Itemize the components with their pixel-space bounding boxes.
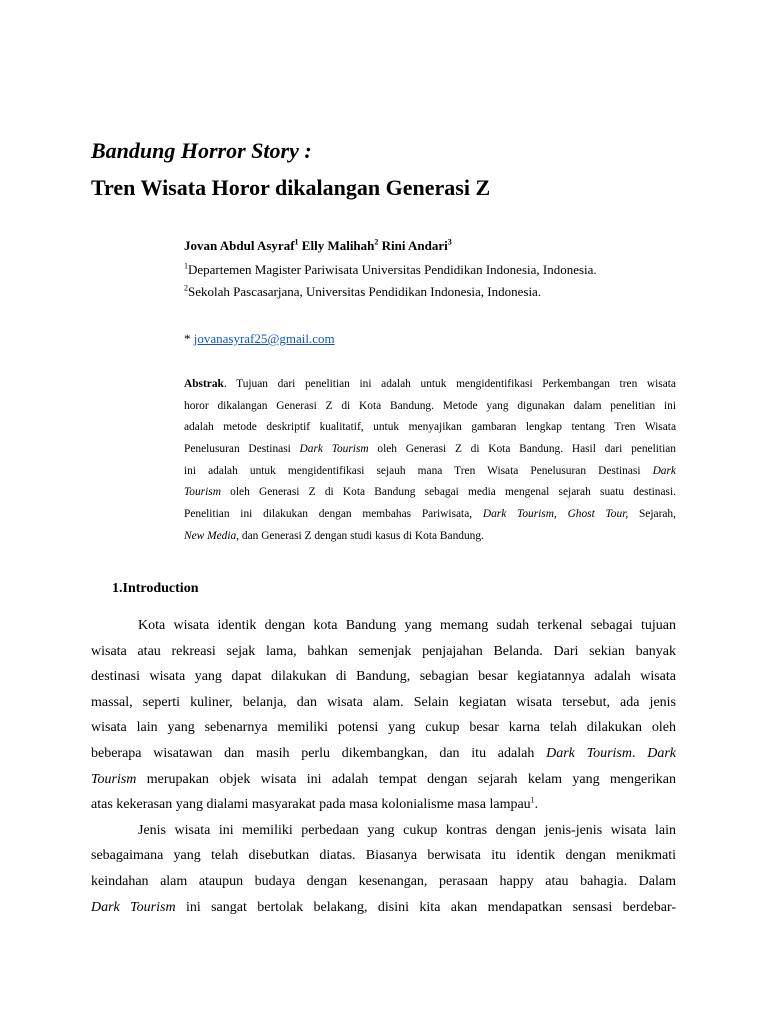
paragraph-term: Tourism xyxy=(91,771,137,787)
abstract-line: adalah metode deskriptif kualitatif, untuk menyajikan gambaran lengkap tentang Tren Wisata xyxy=(184,421,676,434)
author-1: Jovan Abdul Asyraf xyxy=(184,238,295,253)
abstract-term: Dark Tourism xyxy=(482,508,554,521)
abstract-text: Penelusuran Destinasi xyxy=(184,443,300,456)
paragraph-text: . xyxy=(534,797,539,813)
email-asterisk: * xyxy=(184,331,194,346)
abstract-term: New Media xyxy=(184,529,237,542)
author-2-sup: 2 xyxy=(374,237,379,247)
author-2: Elly Malihah xyxy=(298,238,375,253)
paragraph-line: destinasi wisata yang dapat dilakukan di Bandung, sebagian besar kegiatannya adalah wisata xyxy=(91,669,676,685)
author-list xyxy=(184,238,452,254)
abstract-text: . Tujuan dari penelitian ini adalah untuk mengidentifikasi Perkembangan tren wisata xyxy=(223,378,676,390)
abstract xyxy=(184,374,676,548)
email-link[interactable]: jovanasyraf25@gmail.com xyxy=(193,331,335,346)
abstract-text: Sejarah, xyxy=(628,508,676,521)
paragraph-line: wisata lain yang sebenarnya memiliki potensi yang cukup besar karna telah dilakukan oleh xyxy=(91,720,676,736)
abstract-term: Dark Tourism xyxy=(299,443,369,456)
paragraph-line: sebagaimana yang telah disebutkan diatas. Biasanya berwisata itu identik dengan menikmati xyxy=(91,848,676,864)
section-heading xyxy=(112,581,198,597)
affiliation-1 xyxy=(184,262,597,278)
abstract-text: ini adalah untuk mengidentifikasi sejauh mana Tren Wisata Penelusuran Destinasi xyxy=(184,464,653,477)
abstract-line xyxy=(184,526,676,548)
paragraph-term: Dark xyxy=(647,745,676,761)
abstract-text: oleh Generasi Z di Kota Bandung. Hasil dari penelitian xyxy=(368,443,676,456)
paragraph-text: ini sangat bertolak belakang, disini kita akan mendapatkan sensasi berdebar- xyxy=(175,899,676,915)
abstract-line xyxy=(184,374,676,396)
abstract-line: horor dikalangan Generasi Z di Kota Bandung. Metode yang digunakan dalam penelitian ini xyxy=(184,399,676,412)
paragraph-text: . xyxy=(631,745,648,761)
paper-title-line1: Bandung Horror Story : xyxy=(91,138,312,163)
abstract-line xyxy=(184,439,676,461)
paragraph-line xyxy=(91,741,676,767)
abstract-term: Ghost Tour, xyxy=(567,508,629,521)
paragraph-line: keindahan alam ataupun budaya dengan kesenangan, perasaan happy atau bahagia. Dalam xyxy=(91,873,676,889)
body-text xyxy=(91,613,676,920)
paragraph-term: Dark Tourism xyxy=(546,745,632,761)
paragraph-text: beberapa wisatawan dan masih perlu dikembangkan, dan itu adalah xyxy=(91,745,547,761)
paragraph-line xyxy=(91,792,676,818)
contact-email xyxy=(184,331,335,347)
abstract-text: , dan Generasi Z dengan studi kasus di Kota Bandung. xyxy=(236,529,484,542)
paragraph-line xyxy=(91,895,676,921)
affiliation-1-text: Departemen Magister Pariwisata Universitas Pendidikan Indonesia, Indonesia. xyxy=(188,262,597,277)
paragraph-line xyxy=(91,767,676,793)
abstract-line xyxy=(184,482,676,504)
abstract-line xyxy=(184,504,676,526)
abstract-line xyxy=(184,461,676,483)
abstract-term: Dark xyxy=(652,464,676,477)
section-title: Introduction xyxy=(122,581,199,596)
author-1-sup: 1 xyxy=(294,237,299,247)
affiliation-2-sup: 2 xyxy=(184,283,188,293)
abstract-term: Tourism xyxy=(184,486,221,499)
abstract-text: oleh Generasi Z di Kota Bandung sebagai media mengenal sejarah suatu destinasi. xyxy=(220,486,676,499)
section-number: 1. xyxy=(112,581,123,596)
paragraph-text: merupakan objek wisata ini adalah tempat dengan sejarah kelam yang mengerikan xyxy=(136,771,676,787)
paper-title-line2: Tren Wisata Horor dikalangan Generasi Z xyxy=(91,175,491,200)
paragraph-line: wisata atau rekreasi sejak lama, bahkan semenjak penjajahan Belanda. Dari sekian banyak xyxy=(91,643,676,659)
author-3: Rini Andari xyxy=(378,238,448,253)
affiliation-1-sup: 1 xyxy=(184,261,188,271)
abstract-text: Penelitian ini dilakukan dengan membahas Pariwisata, xyxy=(184,508,483,521)
paragraph-line: Kota wisata identik dengan kota Bandung yang memang sudah terkenal sebagai tujuan xyxy=(138,618,676,633)
paragraph-line: Jenis wisata ini memiliki perbedaan yang cukup kontras dengan jenis-jenis wisata lain xyxy=(138,822,676,838)
abstract-label: Abstrak xyxy=(184,378,224,390)
abstract-text: , xyxy=(553,508,568,521)
author-3-sup: 3 xyxy=(447,237,452,247)
paragraph-text: atas kekerasan yang dialami masyarakat pada masa kolonialisme masa lampau xyxy=(91,797,531,813)
affiliation-2 xyxy=(184,284,541,300)
paragraph-line: massal, seperti kuliner, belanja, dan wisata alam. Selain kegiatan wisata tersebut, ada jenis xyxy=(91,694,676,710)
paragraph-term: Dark Tourism xyxy=(91,899,176,915)
affiliation-2-text: Sekolah Pascasarjana, Universitas Pendidikan Indonesia, Indonesia. xyxy=(188,284,542,299)
footnote-ref[interactable]: 1 xyxy=(530,795,535,805)
